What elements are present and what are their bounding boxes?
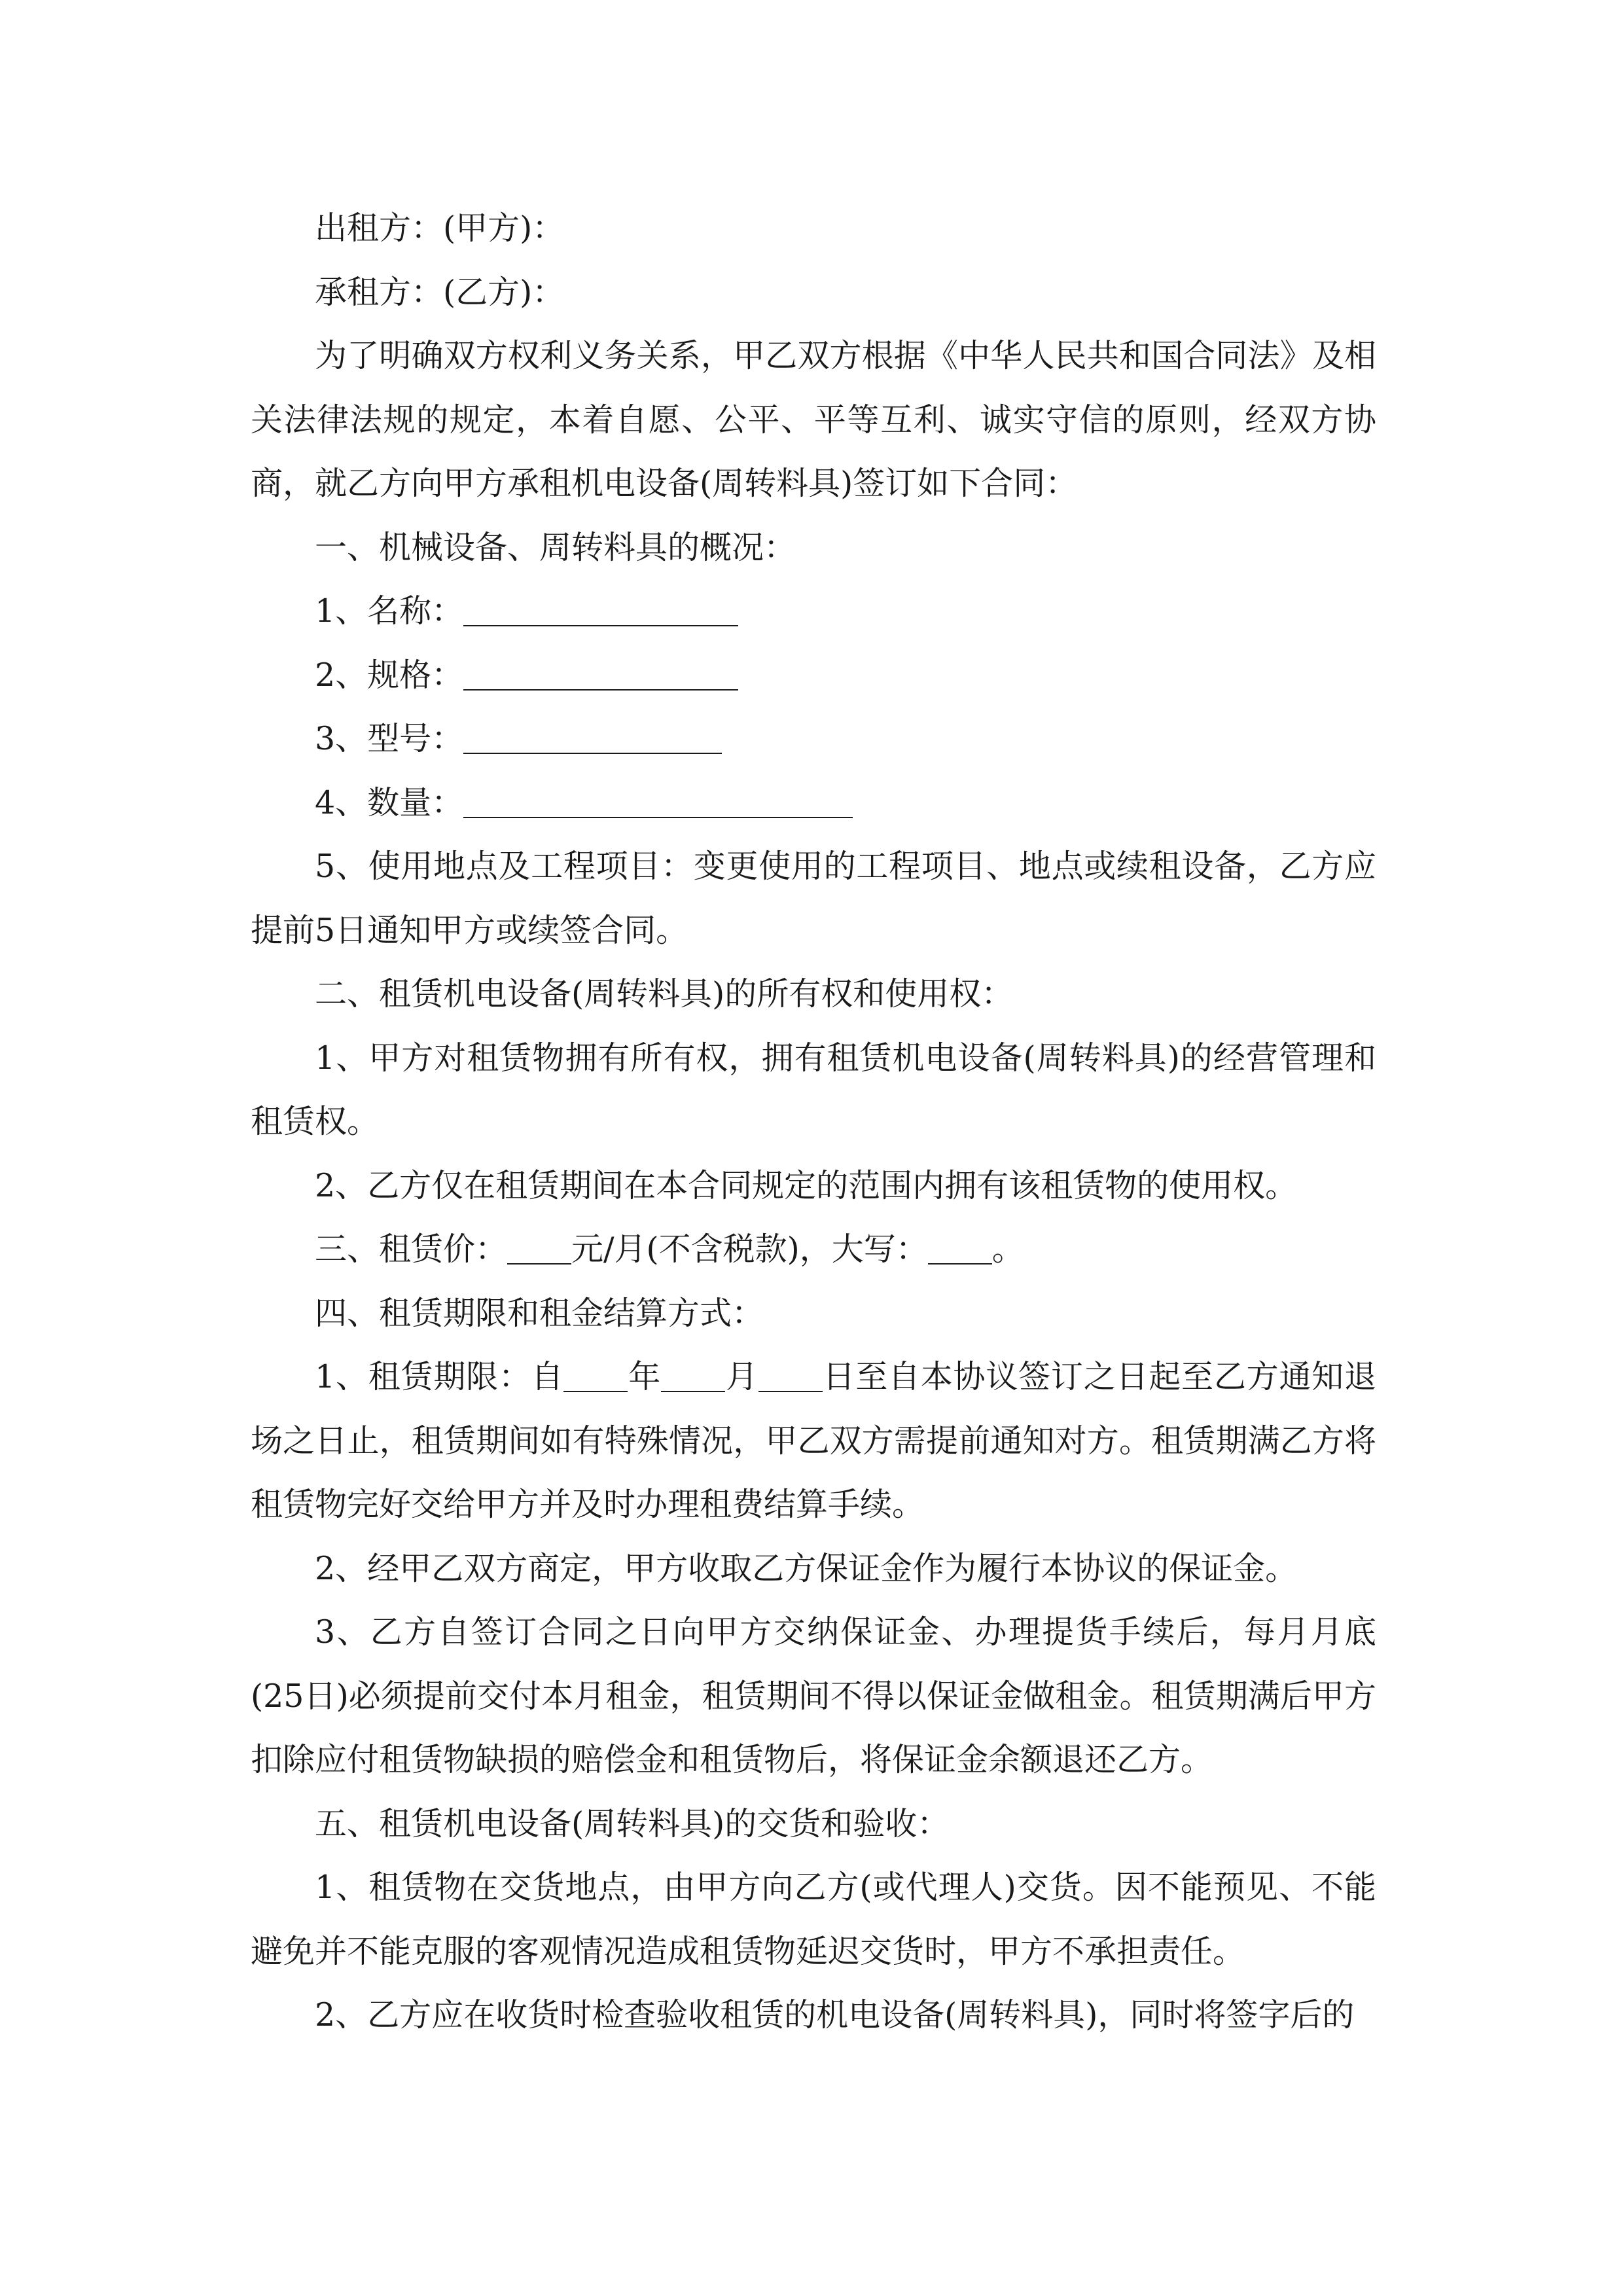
name-blank — [463, 592, 738, 626]
field-name — [251, 579, 1376, 643]
field-name-label: 1、名称： — [315, 592, 464, 630]
field-spec — [251, 643, 1376, 708]
section3-rent-price — [251, 1217, 1376, 1282]
lessee-line: 承租方：(乙方)： — [315, 273, 565, 311]
contract-body — [251, 196, 1376, 2047]
field-model-label: 3、型号： — [315, 720, 464, 757]
section5-heading: 五、租赁机电设备(周转料具)的交货和验收： — [315, 1804, 950, 1842]
rent-price-middle: 元/月(不含税款)，大写： — [571, 1230, 928, 1268]
model-blank — [463, 719, 722, 754]
section2-item2: 2、乙方仅在租赁期间在本合同规定的范围内拥有该租赁物的使用权。 — [315, 1166, 1298, 1204]
section1-heading: 一、机械设备、周转料具的概况： — [315, 528, 796, 566]
preamble-paragraph: 为了明确双方权利义务关系，甲乙双方根据《中华人民共和国合同法》及相关法律法规的规定，本着自愿、公平、平等互利、诚实守信的原则，经双方协商，就乙方向甲方承租机电设备(周转料具)签订如下合同： — [251, 337, 1376, 502]
section1-item5: 5、使用地点及工程项目：变更使用的工程项目、地点或续租设备，乙方应提前5日通知甲方或续签合同。 — [251, 848, 1376, 949]
section4-heading: 四、租赁期限和租金结算方式： — [315, 1294, 764, 1332]
section2-item1: 1、甲方对租赁物拥有所有权，拥有租赁机电设备(周转料具)的经营管理和租赁权。 — [251, 1039, 1376, 1140]
section5-item1: 1、租赁物在交货地点，由甲方向乙方(或代理人)交货。因不能预见、不能避免并不能克服的客观情况造成租赁物延迟交货时，甲方不承担责任。 — [251, 1869, 1376, 1970]
lease-term-year: 年 — [628, 1358, 662, 1395]
section4-item2: 2、经甲乙双方商定，甲方收取乙方保证金作为履行本协议的保证金。 — [315, 1549, 1298, 1587]
section4-item3: 3、乙方自签订合同之日向甲方交纳保证金、办理提货手续后，每月月底(25日)必须提前交付本月租金，租赁期间不得以保证金做租金。租赁期满后甲方扣除应付租赁物缺损的赔偿金和租赁物后，将保证金余额退还乙方。 — [251, 1613, 1376, 1778]
year-blank — [563, 1357, 628, 1392]
field-model — [251, 707, 1376, 771]
section5-item2: 2、乙方应在收货时检查验收租赁的机电设备(周转料具)，同时将签字后的 — [315, 1996, 1355, 2034]
section4-item1 — [251, 1345, 1376, 1537]
lease-term-rest: 日至自本协议签订之日起至乙方通知退场之日止，租赁期间如有特殊情况，甲乙双方需提前通知对方。租赁期满乙方将租赁物完好交给甲方并及时办理租费结算手续。 — [251, 1358, 1376, 1523]
field-spec-label: 2、规格： — [315, 656, 464, 694]
section2-heading: 二、租赁机电设备(周转料具)的所有权和使用权： — [315, 975, 1014, 1013]
lessor-line: 出租方：(甲方)： — [315, 209, 565, 247]
field-quantity — [251, 771, 1376, 835]
lease-term-month: 月 — [725, 1358, 758, 1395]
lease-term-prefix: 1、租赁期限：自 — [315, 1358, 564, 1395]
rent-price-suffix: 。 — [991, 1230, 1024, 1268]
field-quantity-label: 4、数量： — [315, 783, 464, 821]
rent-price-prefix: 三、租赁价： — [315, 1230, 508, 1268]
day-blank — [758, 1357, 823, 1392]
rent-amount-words-blank — [928, 1230, 992, 1265]
rent-amount-blank — [507, 1230, 571, 1265]
quantity-blank — [463, 783, 853, 817]
month-blank — [661, 1357, 725, 1392]
spec-blank — [463, 655, 738, 690]
